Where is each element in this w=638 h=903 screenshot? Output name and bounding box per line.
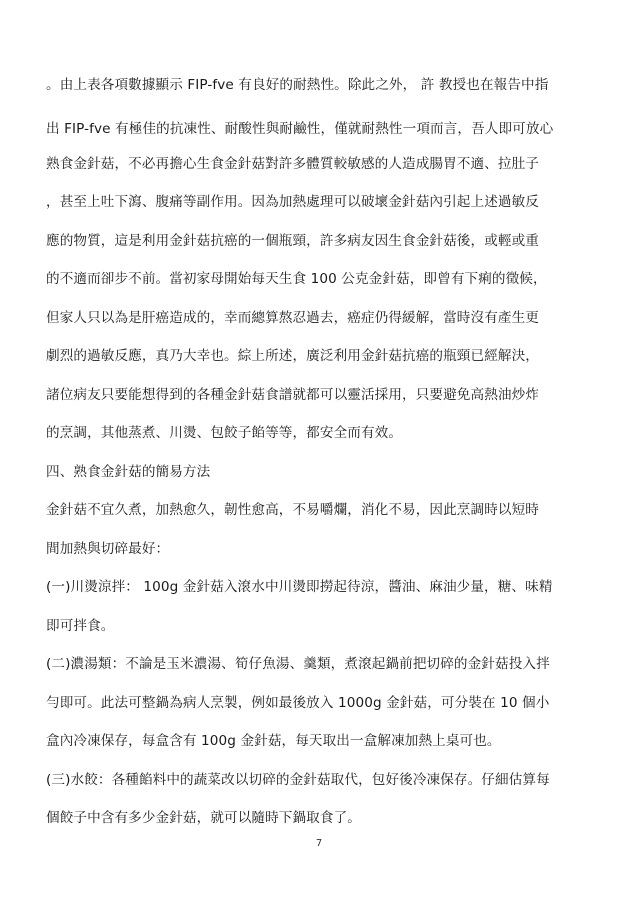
text-line: 出 FIP-fve 有極佳的抗凍性、耐酸性與耐鹼性，僅就耐熱性一項而言，吾人即可放心 [46,121,554,137]
text-line: 金針菇不宜久煮，加熱愈久，韌性愈高，不易嚼爛，消化不易，因此烹調時以短時 [46,502,539,518]
text-line: 個餃子中含有多少金針菇，就可以隨時下鍋取食了。 [46,810,361,826]
text-line: 熟食金針菇，不必再擔心生食金針菇對許多體質較敏感的人造成腸胃不適、拉肚子 [46,156,539,172]
text-line: 劇烈的過敏反應，真乃大幸也。綜上所述，廣泛利用金針菇抗癌的瓶頸已經解決， [46,348,539,364]
text-line: 勻即可。此法可整鍋為病人烹製，例如最後放入 1000g 金針菇，可分裝在 10 個小 [46,695,550,711]
text-line: 即可拌食。 [46,618,115,634]
text-line: 諸位病友只要能想得到的各種金針菇食譜就都可以靈活採用，只要避免高熱油炒炸 [46,387,539,403]
text-line: ，甚至上吐下瀉、腹痛等副作用。因為加熱處理可以破壞金針菇內引起上述過敏反 [46,194,539,210]
text-line: 的烹調，其他蒸煮、川燙、包餃子餡等等，都安全而有效。 [46,425,403,441]
list-item-line: (一)川燙涼拌： 100g 金針菇入滾水中川燙即撈起待涼，醬油、麻油少量，糖、味精 [46,579,553,595]
text-line: 。由上表各項數據顯示 FIP-fve 有良好的耐熱性。除此之外， 許 教授也在報告中指 [46,77,549,93]
text-line: 盒內冷凍保存，每盒含有 100g 金針菇，每天取出一盒解凍加熱上桌可也。 [46,733,501,749]
text-line: 但家人只以為是肝癌造成的，幸而總算熬忍過去，癌症仍得緩解，當時沒有產生更 [46,310,539,326]
text-line: 間加熱與切碎最好： [46,541,170,557]
text-line: 應的物質，這是利用金針菇抗癌的一個瓶頸，許多病友因生食金針菇後，或輕或重 [46,233,539,249]
page-number: 7 [315,838,323,849]
section-heading: 四、熟食金針菇的簡易方法 [46,464,211,480]
list-item-line: (三)水餃：各種餡料中的蔬菜改以切碎的金針菇取代，包好後冷凍保存。仔細估算每 [46,772,550,788]
list-item-line: (二)濃湯類：不論是玉米濃湯、筍仔魚湯、羹類，煮滾起鍋前把切碎的金針菇投入拌 [46,656,550,672]
text-line: 的不適而卻步不前。當初家母開始每天生食 100 公克金針菇，即曾有下痢的徵候， [46,271,547,287]
